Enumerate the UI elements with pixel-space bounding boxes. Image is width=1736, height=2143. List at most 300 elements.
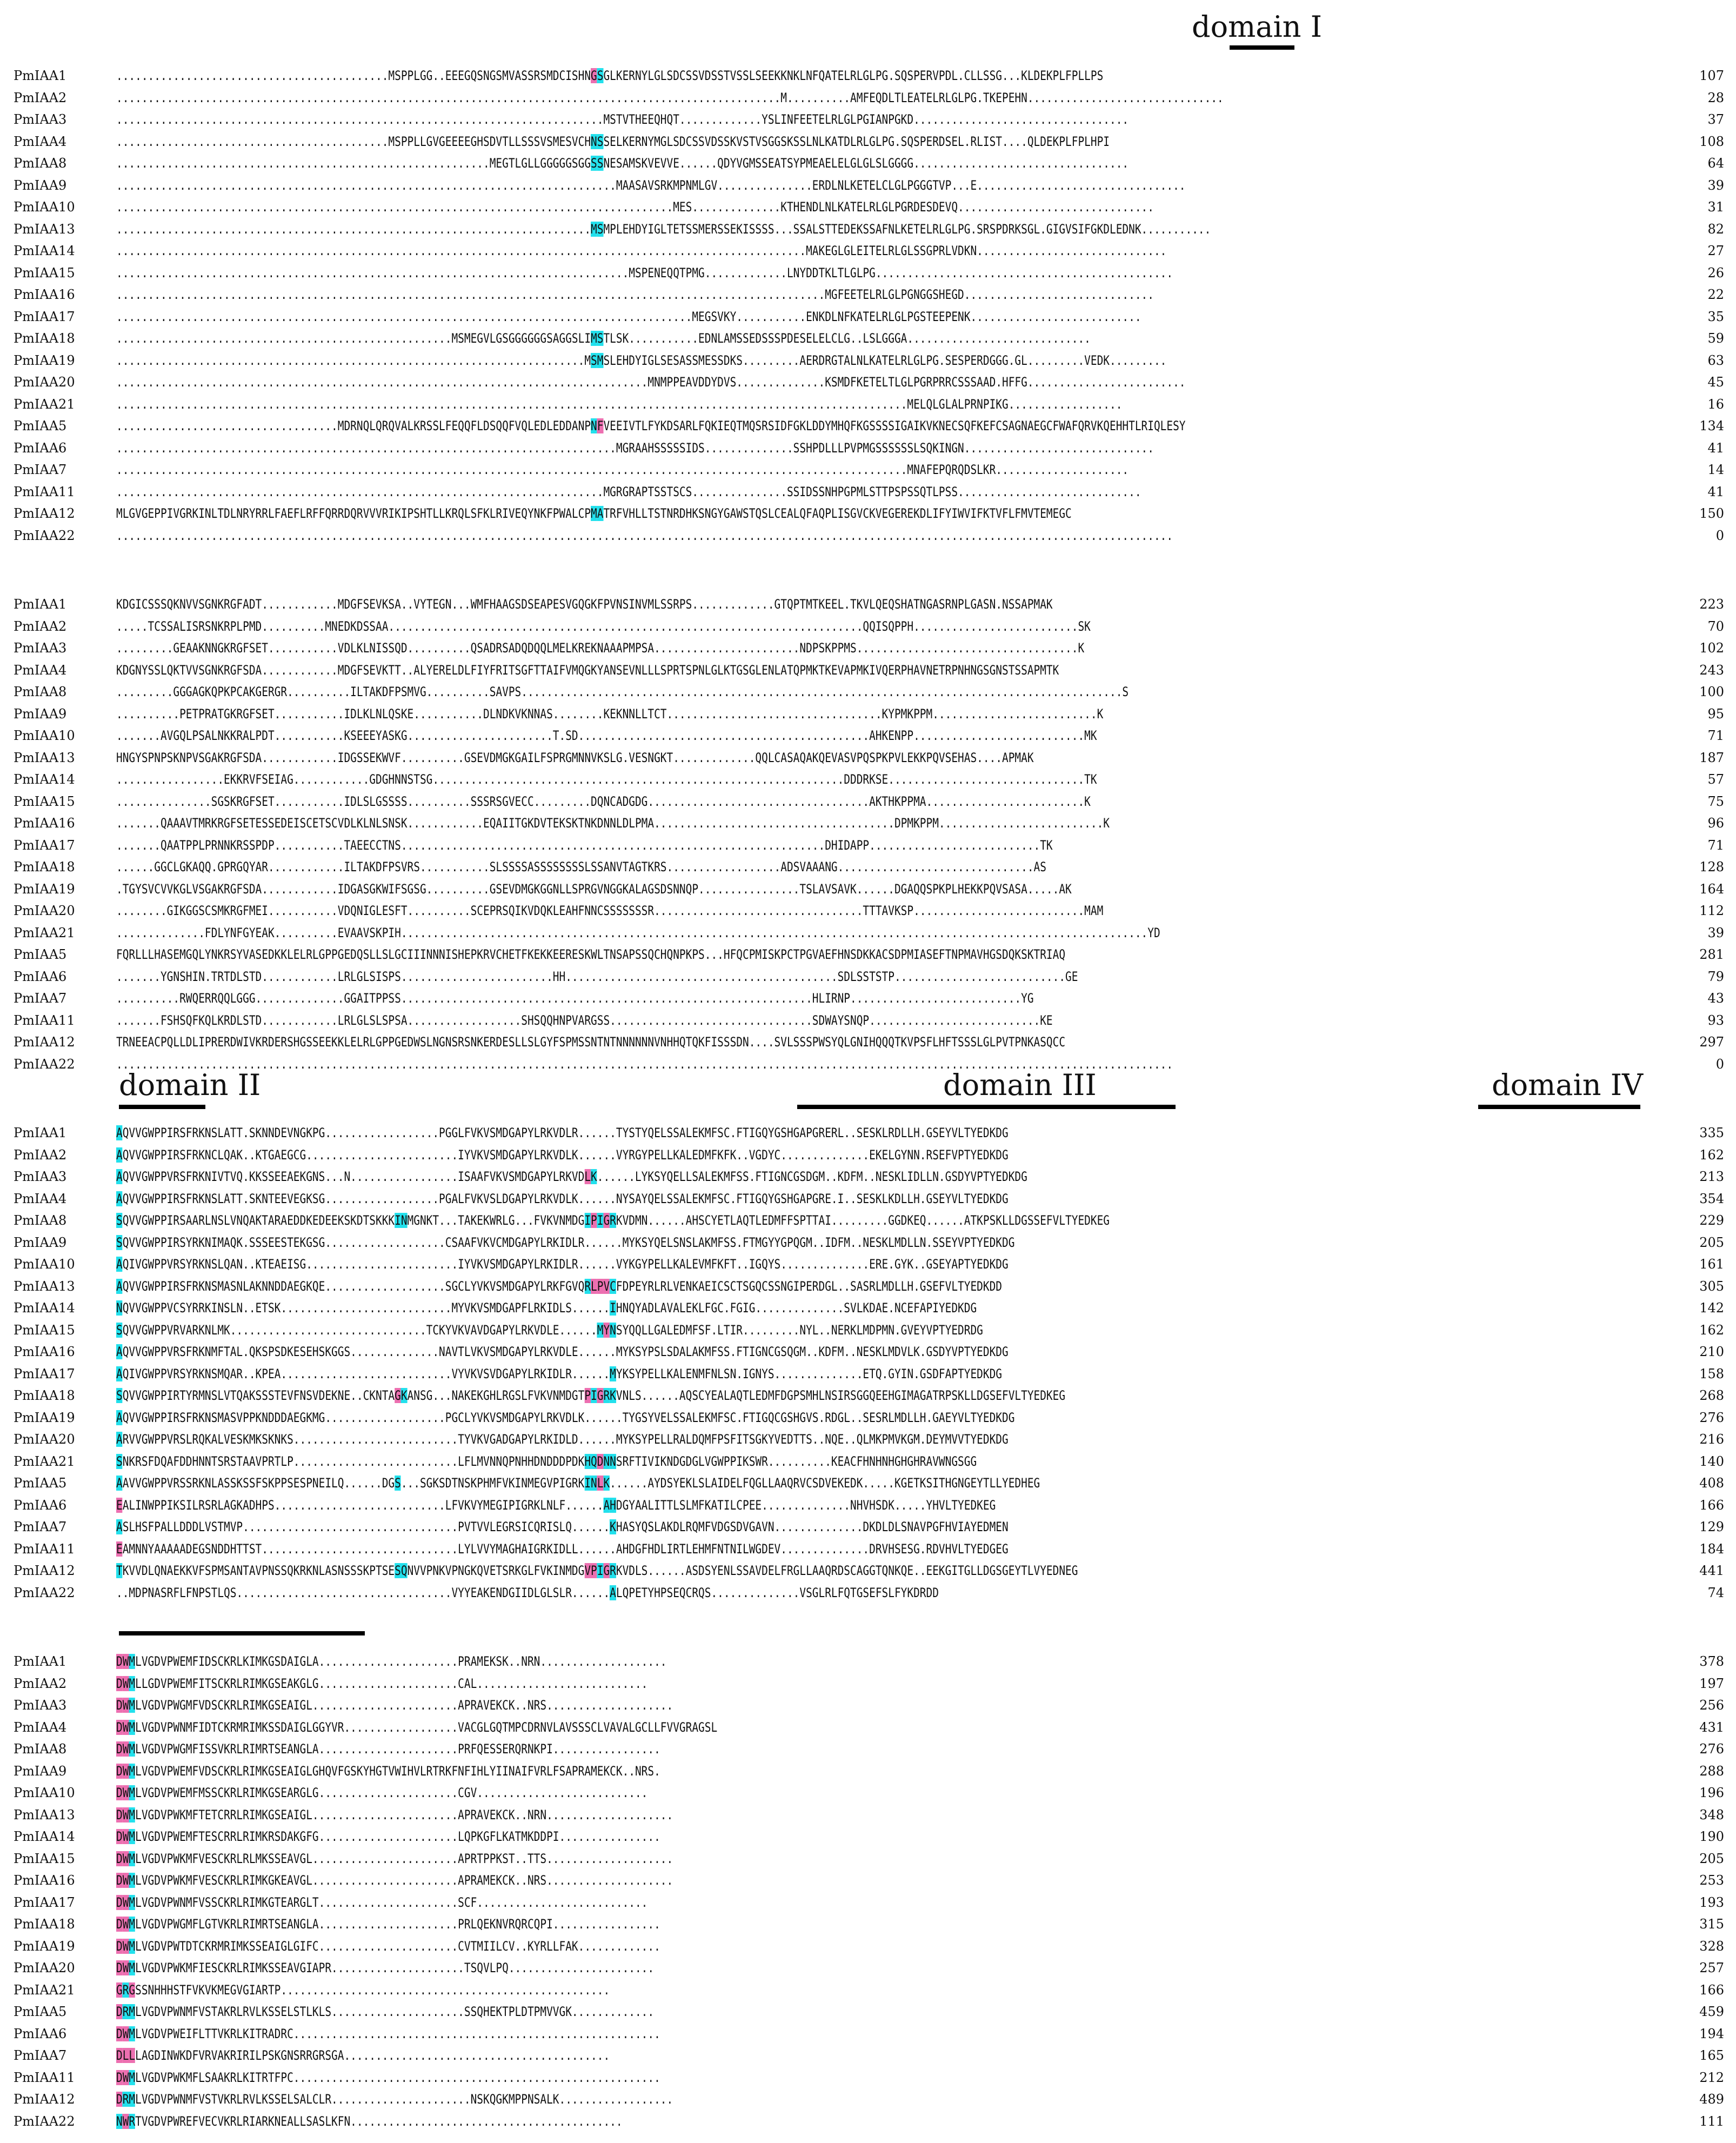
sequence-name: PmIAA3 [14, 112, 67, 127]
sequence-name: PmIAA5 [14, 1476, 67, 1491]
sequence-name: PmIAA12 [14, 1563, 75, 1578]
sequence-residues: DWMLVGDVPWGMFISSVKRLRIMRTSEANGLA......................PRFQESSERQRNKPI................. [116, 1741, 660, 1757]
sequence-name: PmIAA1 [14, 68, 67, 83]
alignment-row [0, 1848, 1736, 1870]
sequence-position: 216 [1699, 1432, 1724, 1447]
sequence-residues: AQIVGWPPVRSYRKNSMQAR..KPEA...........................VYVKVSVDGAPYLRKIDLR......MYKSYPELLKALENMFNLSN.IGNYS..............ETQ.GYIN.GSDFAPTYEDKDG [116, 1366, 1002, 1381]
sequence-position: 328 [1699, 1938, 1724, 1954]
sequence-name: PmIAA17 [14, 837, 75, 853]
alignment-row [0, 481, 1736, 503]
sequence-position: 297 [1699, 1034, 1724, 1050]
alignment-row [0, 1428, 1736, 1450]
alignment-row [0, 1892, 1736, 1913]
alignment-row [0, 2067, 1736, 2088]
domain-bar [119, 1105, 205, 1109]
sequence-name: PmIAA12 [14, 1034, 75, 1050]
sequence-residues: ...................................MDRNQLQRQVALKRSSLFEQQFLDSQQFVQLEDLEDDANPNFVEEIVTLFYKDSARLFQKIEQTMQSRSIDFGKLDDYMHQFKGSSSSIGAIKVKNECSQFKEFCSAGNAEGCFWAFQRVKQEHHTLRIQLESY [116, 418, 1186, 433]
alignment-row [0, 1538, 1736, 1560]
alignment-row [0, 1363, 1736, 1385]
sequence-name: PmIAA20 [14, 1432, 75, 1447]
sequence-position: 158 [1699, 1366, 1724, 1381]
sequence-position: 111 [1699, 2113, 1724, 2129]
sequence-residues: ...............................................................................MGRAAHSSSSSIDS..............SSHPDLLLPVPMGSSSSSSLSQKINGN.............................. [116, 440, 1154, 456]
alignment-row [0, 1979, 1736, 2001]
sequence-name: PmIAA17 [14, 309, 75, 324]
sequence-residues: SQVVGWPPVRVARKNLMK...............................TCKYVKVAVDGAPYLRKVDLE......MYNSYQQLLGALEDMFSF.LTIR.........NYL..NERKLMDPMN.GVEYVPTYEDRDG [116, 1322, 983, 1338]
sequence-residues: .......AVGQLPSALNKKRALPDT...........KSEEEYASKG.......................T.SD..............................................AHKENPP...........................MK [116, 728, 1097, 743]
sequence-residues: .................................................................................MSPENEQQTPMG.............LNYDDTKLTLGLPG............................................... [116, 265, 1173, 281]
sequence-name: PmIAA4 [14, 662, 67, 678]
sequence-position: 276 [1699, 1741, 1724, 1757]
sequence-residues: AQVVGWPPIRSFRKNCLQAK..KTGAEGCG........................IYVKVSMDGAPYLRKVDLK......VYRGYPELLKALEDMFKFK..VGDYC..............EKELGYNN.RSEFVPTYEDKDG [116, 1147, 1009, 1163]
sequence-position: 74 [1707, 1585, 1724, 1600]
sequence-name: PmIAA10 [14, 199, 75, 215]
sequence-position: 190 [1699, 1829, 1724, 1844]
sequence-position: 79 [1707, 969, 1724, 984]
sequence-name: PmIAA13 [14, 750, 75, 765]
sequence-name: PmIAA22 [14, 528, 75, 543]
sequence-name: PmIAA20 [14, 1960, 75, 1975]
sequence-name: PmIAA13 [14, 1807, 75, 1822]
sequence-name: PmIAA11 [14, 1012, 75, 1028]
sequence-name: PmIAA21 [14, 1453, 75, 1469]
alignment-row [0, 1717, 1736, 1738]
sequence-name: PmIAA8 [14, 1741, 67, 1757]
sequence-position: 354 [1699, 1191, 1724, 1206]
sequence-position: 378 [1699, 1654, 1724, 1669]
sequence-position: 305 [1699, 1278, 1724, 1294]
sequence-position: 22 [1707, 287, 1724, 302]
sequence-name: PmIAA14 [14, 1829, 75, 1844]
sequence-position: 184 [1699, 1541, 1724, 1557]
sequence-position: 64 [1707, 156, 1724, 171]
sequence-position: 102 [1699, 640, 1724, 656]
sequence-position: 431 [1699, 1719, 1724, 1735]
sequence-name: PmIAA18 [14, 1388, 75, 1403]
sequence-residues: TKVVDLQNAEKKVFSPMSANTAVPNSSQKRKNLASNSSSKPTSESQNVVPNKVPNGKQVETSRKGLFVKINMDGVPIGRKVDLS......ASDSYENLSSAVDELFRGLLAAQRDSCAGGTQNKQE..EEKGITGLLDGSGEYTLVYEDNEG [116, 1563, 1078, 1578]
sequence-position: 27 [1707, 243, 1724, 258]
alignment-row [0, 900, 1736, 922]
alignment-row [0, 371, 1736, 393]
sequence-name: PmIAA5 [14, 947, 67, 962]
sequence-residues: KDGICSSSQKNVVSGNKRGFADT............MDGFSEVKSA..VYTEGN...WMFHAAGSDSEAPESVGQGKFPVNSINVMLSSRPS.............GTQPTMTKEEL.TKVLQEQSHATNGASRNPLGASN.NSSAPMAK [116, 597, 1053, 612]
sequence-position: 96 [1707, 816, 1724, 831]
sequence-residues: DWMLVGDVPWNMFVSSCKRLRIMKGTEARGLT......................SCF........................... [116, 1894, 648, 1910]
sequence-name: PmIAA2 [14, 618, 67, 634]
sequence-position: 213 [1699, 1169, 1724, 1184]
sequence-residues: .............................................................................................................................MNAFEPQRQDSLKR..................... [116, 462, 1129, 477]
sequence-name: PmIAA18 [14, 859, 75, 874]
alignment-row [0, 616, 1736, 637]
sequence-position: 107 [1699, 68, 1724, 83]
sequence-residues: ...........................................................................MSMPLEHDYIGLTETSSMERSSEKISSSS...SSALSTTEDEKSSAFNLKETELRLGLPG.SRSPDRKSGL.GIGVSIFGKDLEDNK........... [116, 221, 1211, 237]
sequence-residues: DRMLVGDVPWNMFVSTVKRLRVLKSSELSALCLR......................NSKQGKMPPNSALK.................. [116, 2092, 673, 2107]
sequence-position: 212 [1699, 2069, 1724, 2085]
alignment-row [0, 2088, 1736, 2110]
sequence-position: 166 [1699, 1982, 1724, 1998]
sequence-residues: ....................................................................................................................................................................... [116, 528, 1173, 543]
sequence-residues: ...........................................MSPPLLGVGEEEEGHSDVTLLSSSVSMESVCHNSSELKERNYMGLSDCSSVDSSKVSTVSGGSKSSLNLKATDLRLGLPG.SQSPERDSEL.RLIST....QLDEKPLFPLHPI [116, 133, 1110, 149]
sequence-name: PmIAA2 [14, 1147, 67, 1163]
sequence-residues: DWMLVGDVPWEMFVDSCKRLRIMKGSEAIGLGHQVFGSKYHGTVWIHVLRTRKFNFIHLYIINAIFVRLFSAPRAMEKCK..NRS. [116, 1763, 660, 1779]
sequence-residues: .............................................................................................................................MELQLGLALPRNPIKG.................. [116, 396, 1123, 412]
sequence-position: 335 [1699, 1125, 1724, 1140]
sequence-name: PmIAA4 [14, 133, 67, 149]
sequence-name: PmIAA22 [14, 1056, 75, 1072]
sequence-position: 95 [1707, 706, 1724, 722]
sequence-residues: DWMLLGDVPWEMFITSCKRLRIMKGSEAKGLG......................CAL........................... [116, 1675, 648, 1691]
sequence-residues: .......QAAAVTMRKRGFSETESSEDEISCETSCVDLKLNLSNSK............EQAIITGKDVTEKSKTNKDNNLDLPMA......................................DPMKPPM..........................K [116, 816, 1110, 831]
sequence-position: 253 [1699, 1873, 1724, 1888]
sequence-name: PmIAA17 [14, 1894, 75, 1910]
alignment-row [0, 922, 1736, 944]
alignment-row [0, 856, 1736, 878]
sequence-position: 59 [1707, 331, 1724, 346]
sequence-residues: ....................................................................................MNMPPEAVDDYDVS..............KSMDFKETELTLGLPGRPRRCSSSAAD.HFFG......................... [116, 375, 1186, 390]
sequence-residues: HNGYSPNPSKNPVSGAKRGFSDA............IDGSSEKWVF..........GSEVDMGKGAILFSPRGMNNVKSLG.VESNGKT.............QQLCASAQAKQEVASVPQSPKPVLEKKPQVSEHAS....APMAK [116, 750, 1034, 765]
alignment-row [0, 1122, 1736, 1144]
sequence-position: 161 [1699, 1257, 1724, 1272]
sequence-position: 14 [1707, 462, 1724, 477]
alignment-row [0, 437, 1736, 459]
sequence-residues: ...........................................................................................MEGSVKY...........ENKDLNFKATELRLGLPGSTEEPENK........................... [116, 309, 1141, 324]
sequence-name: PmIAA3 [14, 1169, 67, 1184]
sequence-name: PmIAA14 [14, 1300, 75, 1316]
sequence-residues: DWMLVGDVPWKMFTETCRRLRIMKGSEAIGL.......................APRAVEKCK..NRN.................... [116, 1807, 673, 1822]
sequence-residues: ..........................................................................MSMSLEHDYIGLSESASSMESSDKS.........AERDRGTALNLKATELRLGLPG.SESPERDGGG.GL.........VEDK......... [116, 352, 1167, 368]
sequence-residues: AQVVGWPPIRSFRKNSLATT.SKNNDEVNGKPG..................PGGLFVKVSMDGAPYLRKVDLR......TYSTYQELSSALEKMFSC.FTIGQYGSHGAPGRERL..SESKLRDLLH.GSEYVLTYEDKDG [116, 1125, 1009, 1140]
alignment-row [0, 1804, 1736, 1826]
sequence-position: 288 [1699, 1763, 1724, 1779]
sequence-name: PmIAA5 [14, 2004, 67, 2019]
sequence-name: PmIAA10 [14, 728, 75, 743]
alignment-row [0, 1188, 1736, 1210]
sequence-name: PmIAA21 [14, 925, 75, 940]
sequence-residues: ......GGCLGKAQQ.GPRGQYAR............ILTAKDFPSVRS...........SLSSSSASSSSSSSSLSSANVTAGTKRS..................ADSVAAANG...............................AS [116, 859, 1046, 874]
alignment-row [0, 769, 1736, 790]
sequence-name: PmIAA7 [14, 462, 67, 477]
alignment-row [0, 1957, 1736, 1979]
sequence-residues: AQIVGWPPVRSYRKNSLQAN..KTEAEISG........................IYVKVSMDGAPYLRKIDLR......VYKGYPELLKALEVMFKFT..IGQYS..............ERE.GYK..GSEYAPTYEDKDG [116, 1257, 1009, 1272]
sequence-residues: EALINWPPIKSILRSRLAGKADHPS...........................LFVKVYMEGIPIGRKLNLF......AHDGYAALITTLSLMFKATILCPEE..............NHVHSDK.....YHVLTYEDKEG [116, 1497, 996, 1513]
sequence-position: 45 [1707, 375, 1724, 390]
sequence-residues: ........GIKGGSCSMKRGFMEI...........VDQNIGLESFT..........SCEPRSQIKVDQKLEAHFNNCSSSSSSSR.................................TTTAVKSP...........................MAM [116, 903, 1104, 918]
sequence-residues: .............................................................................MSTVTHEEQHQT.............YSLINFEETELRLGLPGIANPGKD.................................. [116, 112, 1129, 127]
sequence-position: 205 [1699, 1234, 1724, 1250]
alignment-row [0, 1673, 1736, 1694]
sequence-position: 129 [1699, 1519, 1724, 1534]
sequence-residues: GRGSSNHHHSTFVKVKMEGVGIARTP.................................................... [116, 1982, 610, 1998]
sequence-position: 276 [1699, 1410, 1724, 1425]
sequence-position: 142 [1699, 1300, 1724, 1316]
sequence-name: PmIAA16 [14, 816, 75, 831]
alignment-row [0, 725, 1736, 746]
sequence-residues: DWMLVGDVPWKMFLSAAKRLKITRTFPC.......................................................... [116, 2069, 660, 2085]
alignment-row [0, 747, 1736, 769]
sequence-name: PmIAA6 [14, 440, 67, 456]
sequence-position: 348 [1699, 1807, 1724, 1822]
sequence-residues: ..........PETPRATGKRGFSET...........IDLKLNLQSKE...........DLNDKVKNNAS........KEKNNLLTCT..................................KYPMKPPM..........................K [116, 706, 1104, 722]
alignment-row [0, 1582, 1736, 1604]
sequence-name: PmIAA2 [14, 90, 67, 105]
sequence-residues: AQVVGWPPIRSFRKNSMASVPPKNDDDAEGKMG...................PGCLYVKVSMDGAPYLRKVDLK......TYGSYVELSSALEKMFSC.FTIGQCGSHGVS.RDGL..SESRLMDLLH.GAEYVLTYEDKDG [116, 1410, 1015, 1425]
alignment-row [0, 1144, 1736, 1166]
sequence-position: 229 [1699, 1213, 1724, 1228]
sequence-residues: .........................................................................................................M..........AMFEQDLTLEATELRLGLPG.TKEPEHN............................... [116, 90, 1224, 105]
sequence-name: PmIAA16 [14, 287, 75, 302]
alignment-row [0, 944, 1736, 965]
sequence-name: PmIAA3 [14, 1698, 67, 1713]
sequence-position: 441 [1699, 1563, 1724, 1578]
alignment-row [0, 1010, 1736, 1031]
sequence-name: PmIAA10 [14, 1257, 75, 1272]
sequence-position: 16 [1707, 396, 1724, 412]
sequence-residues: ........................................................................................MES..............KTHENDLNLKATELRLGLPGRDESDEVQ............................... [116, 199, 1154, 215]
alignment-row [0, 812, 1736, 834]
sequence-residues: TRNEEACPQLLDLIPRERDWIVKRDERSHGSSEEKKLELRLGPPGEDWSLNGNSRSNKERDESLLSLGYFSPMSSNTNTNNNNNNVNHHQTQKFISSSDN....SVLSSSPWSYQLGNIHQQQTKVPSFLHFTSSSLGLPVTPNKASQCC [116, 1034, 1066, 1050]
sequence-residues: DWMLVGDVPWEIFLTTVKRLKITRADRC.......................................................... [116, 2026, 660, 2041]
alignment-row [0, 1031, 1736, 1053]
alignment-row [0, 525, 1736, 546]
alignment-row [0, 175, 1736, 196]
sequence-residues: SQVVGWPPIRSYRKNIMAQK.SSSEESTEKGSG...................CSAAFVKVCMDGAPYLRKIDLR......MYKSYQELSNSLAKMFSS.FTMGYYGPQGM..IDFM..NESKLMDLLN.SSEYVPTYEDKDG [116, 1234, 1015, 1250]
sequence-name: PmIAA1 [14, 597, 67, 612]
sequence-residues: KDGNYSSLQKTVVSGNKRGFSDA............MDGFSEVKTT..ALYERELDLFIYFRITSGFTTAIFVMQGKYANSEVNLLLSPRTSPNLGLKTGSGLENLATQPMKTKEVAPMKIVQERPHAVNETRPNHNGSGNSTSSAPMTK [116, 662, 1059, 678]
sequence-name: PmIAA22 [14, 2113, 75, 2129]
sequence-position: 71 [1707, 837, 1724, 853]
sequence-name: PmIAA3 [14, 640, 67, 656]
sequence-residues: DWMLVGDVPWKMFVESCKRLRIMKGKEAVGL.......................APRAMEKCK..NRS.................... [116, 1873, 673, 1888]
sequence-residues: ...............................................................................MAASAVSRKMPNMLGV...............ERDLNLKETELCLGLPGGGTVP...E................................. [116, 177, 1186, 193]
sequence-name: PmIAA14 [14, 772, 75, 787]
sequence-name: PmIAA7 [14, 1519, 67, 1534]
alignment-row [0, 1760, 1736, 1782]
sequence-position: 281 [1699, 947, 1724, 962]
sequence-position: 37 [1707, 112, 1724, 127]
sequence-name: PmIAA15 [14, 1322, 75, 1338]
sequence-residues: .........GEAAKNNGKRGFSET...........VDLKLNISSQD..........QSADRSADQDQQLMELKREKNAAAPMPSA.......................NDPSKPPMS...................................K [116, 640, 1085, 656]
domain-bar [1230, 45, 1294, 50]
sequence-position: 0 [1715, 1056, 1724, 1072]
sequence-position: 489 [1699, 2092, 1724, 2107]
alignment-row [0, 1782, 1736, 1804]
alignment-row [0, 1651, 1736, 1672]
sequence-position: 187 [1699, 750, 1724, 765]
alignment-row [0, 262, 1736, 284]
sequence-residues: .......YGNSHIN.TRTDLSTD............LRLGLSISPS........................HH...........................................SDLSSTSTP...........................GE [116, 969, 1078, 984]
sequence-position: 75 [1707, 793, 1724, 809]
alignment-row [0, 987, 1736, 1009]
sequence-name: PmIAA19 [14, 881, 75, 897]
alignment-row [0, 1407, 1736, 1428]
sequence-position: 165 [1699, 2048, 1724, 2063]
sequence-position: 256 [1699, 1698, 1724, 1713]
sequence-position: 134 [1699, 418, 1724, 433]
sequence-residues: ..............FDLYNFGYEAK..........EVAAVSKPIH......................................................................................................................YD [116, 925, 1160, 940]
alignment-row [0, 1053, 1736, 1075]
alignment-row [0, 328, 1736, 349]
sequence-residues: .......FSHSQFKQLKRDLSTD............LRLGLSLSPSA..................SHSQQHNPVARGSS................................SDWAYSNQP...........................KE [116, 1012, 1053, 1028]
alignment-row [0, 681, 1736, 703]
alignment-row [0, 87, 1736, 109]
sequence-name: PmIAA21 [14, 396, 75, 412]
alignment-row [0, 459, 1736, 480]
sequence-name: PmIAA12 [14, 506, 75, 521]
sequence-name: PmIAA9 [14, 1234, 67, 1250]
sequence-position: 166 [1699, 1497, 1724, 1513]
sequence-residues: DWMLVGDVPWEMFIDSCKRLKIMKGSDAIGLA......................PRAMEKSK..NRN.................... [116, 1654, 667, 1669]
sequence-residues: SNKRSFDQAFDDHNNTSRSTAAVPRTLP..........................LFLMVNNQPNHHDNDDDPDKHQDNNSRFTIVIKNDGDGLVGWPPIKSWR..........KEACFHNHNHGHGHRAVWNGSGG [116, 1453, 977, 1469]
alignment-row [0, 1451, 1736, 1472]
sequence-name: PmIAA9 [14, 706, 67, 722]
alignment-row [0, 1826, 1736, 1847]
domain-bar [1478, 1105, 1640, 1109]
sequence-residues: .......QAATPPLPRNNKRSSPDP...........TAEECCTNS...................................................................DHIDAPP...........................TK [116, 837, 1053, 853]
sequence-name: PmIAA1 [14, 1125, 67, 1140]
sequence-residues: .................EKKRVFSEIAG............GDGHNNSTSG.................................................................DDDRKSE...............................TK [116, 772, 1097, 787]
alignment-row [0, 196, 1736, 218]
alignment-row [0, 284, 1736, 305]
sequence-name: PmIAA10 [14, 1785, 75, 1800]
sequence-name: PmIAA19 [14, 352, 75, 368]
sequence-name: PmIAA19 [14, 1410, 75, 1425]
alignment-row [0, 1560, 1736, 1581]
domain-bar [797, 1105, 1176, 1109]
sequence-residues: AQVVGWPPVRSFRKNMFTAL.QKSPSDKESEHSKGGS..............NAVTLVKVSMDGAPYLRKVDLE......MYKSYPSLSDALAKMFSS.FTIGNCGSQGM..KDFM..NESKLMDVLK.GSDYVPTYEDKDG [116, 1344, 1009, 1359]
sequence-name: PmIAA15 [14, 265, 75, 281]
sequence-name: PmIAA1 [14, 1654, 67, 1669]
sequence-name: PmIAA20 [14, 375, 75, 390]
alignment-row [0, 878, 1736, 900]
alignment-row [0, 834, 1736, 856]
sequence-position: 35 [1707, 309, 1724, 324]
sequence-name: PmIAA5 [14, 418, 67, 433]
sequence-position: 26 [1707, 265, 1724, 281]
alignment-row [0, 1210, 1736, 1231]
sequence-name: PmIAA19 [14, 1938, 75, 1954]
sequence-residues: AQVVGWPPIRSFRKNSLATT.SKNTEEVEGKSG..................PGALFVKVSLDGAPYLRKVDLK......NYSAYQELSSALEKMFSC.FTIGQYGSHGAPGRE.I..SESKLKDLLH.GSEYVLTYEDKDG [116, 1191, 1009, 1206]
sequence-residues: SQVVGWPPIRTYRMNSLVTQAKSSSTEVFNSVDEKNE..CKNTAGKANSG...NAKEKGHLRGSLFVKVNMDGTPIGRKVNLS......AQSCYEALAQTLEDMFDGPSMHLNSIRSGGQEEHGIMAGATRPSKLLDGSEFVLTYEDKEG [116, 1388, 1066, 1403]
sequence-position: 268 [1699, 1388, 1724, 1403]
sequence-name: PmIAA6 [14, 1497, 67, 1513]
alignment-row [0, 1494, 1736, 1516]
alignment-row [0, 131, 1736, 152]
sequence-name: PmIAA12 [14, 2092, 75, 2107]
alignment-row [0, 1870, 1736, 1891]
sequence-residues: EAMNNYAAAAADEGSNDDHTTST...............................LYLVVYMAGHAIGRKIDLL......AHDGFHDLIRTLEHMFNTNILWGDEV..............DRVHSESG.RDVHVLTYEDGEG [116, 1541, 1009, 1557]
sequence-residues: .........GGGAGKQPKPCAKGERGR..........ILTAKDFPSMVG..........SAVPS...............................................................................................S [116, 684, 1129, 699]
domain-label: domain I [1192, 10, 1323, 44]
alignment-row [0, 1166, 1736, 1187]
sequence-residues: .....TCSSALISRSNKRPLPMD..........MNEDKDSSAA...........................................................................QQISQPPH..........................SK [116, 618, 1091, 634]
sequence-residues: DWMLVGDVPWTDTCKRMRIMKSSEAIGLGIFC......................CVTMIILCV..KYRLLFAK............. [116, 1938, 660, 1954]
alignment-row [0, 393, 1736, 415]
alignment-row [0, 1516, 1736, 1538]
sequence-position: 100 [1699, 684, 1724, 699]
alignment-row [0, 2111, 1736, 2132]
sequence-position: 164 [1699, 881, 1724, 897]
alignment-row [0, 1253, 1736, 1275]
alignment-row [0, 415, 1736, 437]
alignment-row [0, 1738, 1736, 1760]
sequence-position: 150 [1699, 506, 1724, 521]
sequence-position: 71 [1707, 728, 1724, 743]
alignment-row [0, 2001, 1736, 2022]
sequence-residues: DWMLVGDVPWEMFTESCRRLRIMKRSDAKGFG......................LQPKGFLKATMKDDPI................ [116, 1829, 660, 1844]
alignment-row [0, 593, 1736, 615]
sequence-position: 128 [1699, 859, 1724, 874]
sequence-residues: ..........RWQERRQQLGGG..............GGAITPPSS.................................................................HLIRNP...........................YG [116, 991, 1034, 1006]
alignment-row [0, 1276, 1736, 1297]
sequence-residues: MLGVGEPPIVGRKINLTDLNRYRRLFAEFLRFFQRRDQRVVVRIKIPSHTLLKRQLSFKLRIVEQYNKFPWALCPMATRFVHLLTSTNRDHKSNGYGAWSTQSLCEALQFAQPLISGVCKVEGEREKDLIFYIWVIFKTVFLFMVTEMEGC [116, 506, 1072, 521]
sequence-position: 108 [1699, 133, 1724, 149]
sequence-residues: ARVVGWPPVRSLRQKALVESKMKSKNKS..........................TYVKVGADGAPYLRKIDLD......MYKSYPELLRALDQMFPSFITSGKYVEDTTS..NQE..QLMKPMVKGM.DEYMVVTYEDKDG [116, 1432, 1009, 1447]
sequence-position: 140 [1699, 1453, 1724, 1469]
sequence-position: 82 [1707, 221, 1724, 237]
domain-label: domain III [943, 1068, 1097, 1102]
sequence-residues: AQVVGWPPIRSFRKNSMASNLAKNNDDAEGKQE...................SGCLYVKVSMDGAPYLRKFGVQRLPVCFDPEYRLRLVENKAEICSCTSGQCSSNGIPERDGL..SASRLMDLLH.GSEFVLTYEDKDD [116, 1278, 1002, 1294]
sequence-name: PmIAA4 [14, 1191, 67, 1206]
sequence-name: PmIAA8 [14, 1213, 67, 1228]
alignment-row [0, 1297, 1736, 1319]
sequence-position: 193 [1699, 1894, 1724, 1910]
sequence-residues: DWMLVGDVPWGMFVDSCKRLRIMKGSEAIGL.......................APRAVEKCK..NRS.................... [116, 1698, 673, 1713]
sequence-position: 196 [1699, 1785, 1724, 1800]
alignment-row [0, 1232, 1736, 1253]
alignment-row [0, 306, 1736, 328]
alignment-row [0, 2023, 1736, 2045]
sequence-residues: .............................................................................................................MAKEGLGLEITELRLGLSSGPRLVDKN.............................. [116, 243, 1167, 258]
sequence-position: 194 [1699, 2026, 1724, 2041]
sequence-position: 197 [1699, 1675, 1724, 1691]
alignment-row [0, 1319, 1736, 1341]
sequence-position: 43 [1707, 991, 1724, 1006]
sequence-position: 41 [1707, 484, 1724, 499]
alignment-row [0, 152, 1736, 174]
sequence-residues: DLLLAGDINWKDFVRVAKRIRILPSKGNSRRGRSGA.......................................... [116, 2048, 610, 2063]
sequence-residues: DWMLVGDVPWKMFVESCKRLRLMKSSEAVGL.......................APRTPPKST..TTS.................... [116, 1851, 673, 1866]
sequence-name: PmIAA6 [14, 969, 67, 984]
sequence-residues: .TGYSVCVVKGLVSGAKRGFSDA............IDGASGKWIFSGSG..........GSEVDMGKGGNLLSPRGVNGGKALAGSDSNNQP................TSLAVSAVK......DGAQQSPKPLHEKKPQVSASA.....AK [116, 881, 1072, 897]
sequence-residues: AQVVGWPPVRSFRKNIVTVQ.KKSSEEAEKGNS...N.................ISAAFVKVSMDGAPYLRKVDLK......LYKSYQELLSALEKMFSS.FTIGNCGSDGM..KDFM..NESKLIDLLN.GSDYVPTYEDKDG [116, 1169, 1027, 1184]
sequence-position: 162 [1699, 1147, 1724, 1163]
alignment-row [0, 791, 1736, 812]
alignment-row [0, 659, 1736, 681]
sequence-name: PmIAA16 [14, 1873, 75, 1888]
sequence-position: 162 [1699, 1322, 1724, 1338]
sequence-name: PmIAA20 [14, 903, 75, 918]
sequence-name: PmIAA11 [14, 484, 75, 499]
sequence-residues: FQRLLLHASEMGQLYNKRSYVASEDKKLELRLGPPGEDQSLLSLGCIIINNNISHEPKRVCHETFKEKKEERESKWLTNSAPSSQCHQNPKPS...HFQCPMISKPCTPGVAEFHNSDKKACSDPMIASEFTNPMAVHGSDQKSKTRIAQ [116, 947, 1066, 962]
sequence-position: 63 [1707, 352, 1724, 368]
alignment-row [0, 2045, 1736, 2066]
sequence-name: PmIAA15 [14, 1851, 75, 1866]
sequence-residues: DRMLVGDVPWNMFVSTAKRLRVLKSSELSTLKLS.....................SSQHEKTPLDTPMVVGK............. [116, 2004, 655, 2019]
sequence-position: 408 [1699, 1476, 1724, 1491]
alignment-row [0, 703, 1736, 725]
sequence-residues: SQVVGWPPIRSAARLNSLVNQAKTARAEDDKEDEEKSKDTSKKKINMGNKT...TAKEKWRLG...FVKVNMDGIPIGRKVDMN......AHSCYETLAQTLEDMFFSPTTAI.........GGDKEQ......ATKPSKLLDGSSEFVLTYEDKEG [116, 1213, 1110, 1228]
alignment-row [0, 637, 1736, 659]
sequence-name: PmIAA9 [14, 1763, 67, 1779]
sequence-residues: ...........................................................MEGTLGLLGGGGGSGGSSNESAMSKVEVVE......QDYVGMSSEATSYPMEAELELGLGLSLGGGG.................................. [116, 156, 1129, 171]
sequence-residues: .....................................................MSMEGVLGSGGGGGGSAGGSLIMSTLSK...........EDNLAMSSEDSSSPDESELELCLG..LSLGGGA............................. [116, 331, 1091, 346]
sequence-name: PmIAA21 [14, 1982, 75, 1998]
sequence-name: PmIAA2 [14, 1675, 67, 1691]
sequence-name: PmIAA8 [14, 684, 67, 699]
sequence-name: PmIAA15 [14, 793, 75, 809]
sequence-position: 257 [1699, 1960, 1724, 1975]
alignment-row [0, 966, 1736, 987]
